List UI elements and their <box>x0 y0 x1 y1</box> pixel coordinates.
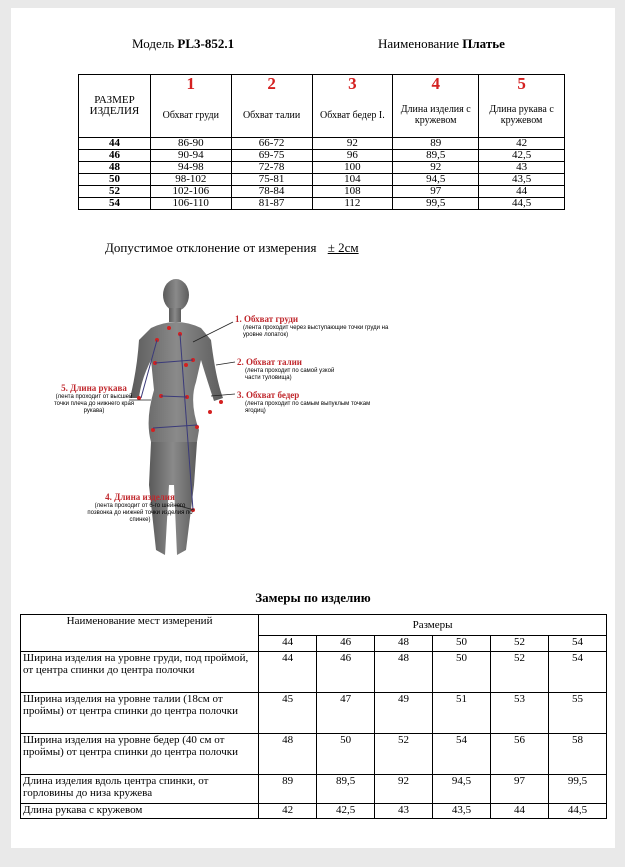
size-column-header: 44 <box>259 635 317 651</box>
size-row <box>79 174 565 186</box>
value-cell: 104 <box>312 174 393 186</box>
value-cell: 92 <box>393 162 479 174</box>
size-row <box>79 138 565 150</box>
tolerance-line <box>105 240 359 256</box>
value-cell: 81-87 <box>231 198 312 210</box>
value-cell: 96 <box>312 150 393 162</box>
product-measurements-table <box>20 614 607 819</box>
col-label-3: Обхват бедер I. <box>312 93 393 138</box>
size-cell: 50 <box>79 174 151 186</box>
value-cell: 78-84 <box>231 186 312 198</box>
measurement-value: 44,5 <box>548 804 606 819</box>
measurement-value: 45 <box>259 693 317 734</box>
measurement-value: 99,5 <box>548 775 606 804</box>
value-cell: 108 <box>312 186 393 198</box>
col-num-3: 3 <box>312 75 393 94</box>
value-cell: 90-94 <box>150 150 231 162</box>
measurement-name: Длина рукава с кружевом <box>21 804 259 819</box>
value-cell: 42,5 <box>479 150 565 162</box>
col-label-5: Длина рукава с кружевом <box>479 93 565 138</box>
value-cell: 44 <box>479 186 565 198</box>
document-page <box>11 8 615 848</box>
value-cell: 43,5 <box>479 174 565 186</box>
table-row <box>21 693 607 734</box>
measurement-name: Ширина изделия на уровне талии (18см от проймы) от центра спинки до центра полочки <box>21 693 259 734</box>
measurement-value: 54 <box>433 734 491 775</box>
value-cell: 75-81 <box>231 174 312 186</box>
value-cell: 43 <box>479 162 565 174</box>
value-cell: 89 <box>393 138 479 150</box>
measurement-value: 49 <box>375 693 433 734</box>
product-name-line <box>378 36 505 52</box>
measurement-value: 89,5 <box>317 775 375 804</box>
measurement-value: 42,5 <box>317 804 375 819</box>
measurement-figure <box>11 270 615 580</box>
measurement-value: 48 <box>375 652 433 693</box>
annotation-4: 4. Длина изделия (лента проходит от 6-го шейного позвонка до нижней точки изделия по спинке) <box>87 492 193 523</box>
value-cell: 94,5 <box>393 174 479 186</box>
value-cell: 92 <box>312 138 393 150</box>
measurement-value: 47 <box>317 693 375 734</box>
size-cell: 44 <box>79 138 151 150</box>
measurement-value: 43,5 <box>433 804 491 819</box>
col-label-1: Обхват груди <box>150 93 231 138</box>
value-cell: 66-72 <box>231 138 312 150</box>
size-cell: 52 <box>79 186 151 198</box>
measurement-value: 48 <box>259 734 317 775</box>
model-line <box>132 36 234 52</box>
annotation-2: 2. Обхват талии (лента проходит по самой узкой части туловища) <box>237 357 335 381</box>
measurement-name: Длина изделия вдоль центра спинки, от горловины до низа кружева <box>21 775 259 804</box>
measurement-name: Ширина изделия на уровне груди, под проймой, от центра спинки до центра полочки <box>21 652 259 693</box>
value-cell: 86-90 <box>150 138 231 150</box>
annotation-1: 1. Обхват груди (лента проходит через выступающие точки груди на уровне лопаток) <box>235 314 389 338</box>
product-table-title: Замеры по изделию <box>255 590 371 605</box>
value-cell: 102-106 <box>150 186 231 198</box>
value-cell: 44,5 <box>479 198 565 210</box>
size-column-header: 48 <box>375 635 433 651</box>
value-cell: 94-98 <box>150 162 231 174</box>
size-cell: 46 <box>79 150 151 162</box>
col-num-5: 5 <box>479 75 565 94</box>
size-column-header: 50 <box>433 635 491 651</box>
measurement-value: 42 <box>259 804 317 819</box>
measurement-name-header: Наименование мест измерений <box>21 615 259 652</box>
annotation-3: 3. Обхват бедер (лента проходит по самым выпуклым точкам ягодиц) <box>237 390 371 414</box>
measurement-value: 55 <box>548 693 606 734</box>
size-row <box>79 162 565 174</box>
measurement-value: 44 <box>259 652 317 693</box>
value-cell: 98-102 <box>150 174 231 186</box>
annotation-5: 5. Длина рукава (лента проходит от высшей точки плеча до нижнего края рукава) <box>53 383 135 414</box>
measurement-value: 50 <box>433 652 491 693</box>
measurement-value: 51 <box>433 693 491 734</box>
size-column-header: 46 <box>317 635 375 651</box>
measurement-value: 97 <box>491 775 549 804</box>
table-row <box>21 734 607 775</box>
measurement-value: 53 <box>491 693 549 734</box>
size-cell: 54 <box>79 198 151 210</box>
measurement-value: 58 <box>548 734 606 775</box>
col-num-2: 2 <box>231 75 312 94</box>
measurement-value: 50 <box>317 734 375 775</box>
table-row <box>21 652 607 693</box>
tolerance-value: ± 2см <box>327 240 359 255</box>
name-label: Наименование <box>378 36 459 51</box>
value-cell: 99,5 <box>393 198 479 210</box>
size-row <box>79 186 565 198</box>
table-row <box>21 775 607 804</box>
measurement-name: Ширина изделия на уровне бедер (40 см от проймы) от центра спинки до центра полочки <box>21 734 259 775</box>
model-value: PL3-852.1 <box>177 36 235 51</box>
measurement-value: 44 <box>491 804 549 819</box>
measurement-value: 43 <box>375 804 433 819</box>
size-chart-table <box>78 74 565 210</box>
measurement-value: 46 <box>317 652 375 693</box>
size-header: РАЗМЕР ИЗДЕЛИЯ <box>79 75 151 138</box>
size-row <box>79 198 565 210</box>
measurement-value: 54 <box>548 652 606 693</box>
col-label-4: Длина изделия с кружевом <box>393 93 479 138</box>
measurement-value: 52 <box>491 652 549 693</box>
size-column-header: 52 <box>491 635 549 651</box>
value-cell: 112 <box>312 198 393 210</box>
size-cell: 48 <box>79 162 151 174</box>
col-num-4: 4 <box>393 75 479 94</box>
size-row <box>79 150 565 162</box>
value-cell: 89,5 <box>393 150 479 162</box>
col-num-1: 1 <box>150 75 231 94</box>
value-cell: 100 <box>312 162 393 174</box>
value-cell: 97 <box>393 186 479 198</box>
measurement-value: 52 <box>375 734 433 775</box>
model-label: Модель <box>132 36 175 51</box>
name-value: Платье <box>462 36 505 51</box>
value-cell: 69-75 <box>231 150 312 162</box>
measurement-value: 56 <box>491 734 549 775</box>
value-cell: 72-78 <box>231 162 312 174</box>
size-column-header: 54 <box>548 635 606 651</box>
measurement-value: 94,5 <box>433 775 491 804</box>
sizes-header: Размеры <box>259 615 607 636</box>
value-cell: 106-110 <box>150 198 231 210</box>
measurement-value: 89 <box>259 775 317 804</box>
table-row <box>21 804 607 819</box>
tolerance-text: Допустимое отклонение от измерения <box>105 240 317 255</box>
measurement-value: 92 <box>375 775 433 804</box>
value-cell: 42 <box>479 138 565 150</box>
col-label-2: Обхват талии <box>231 93 312 138</box>
